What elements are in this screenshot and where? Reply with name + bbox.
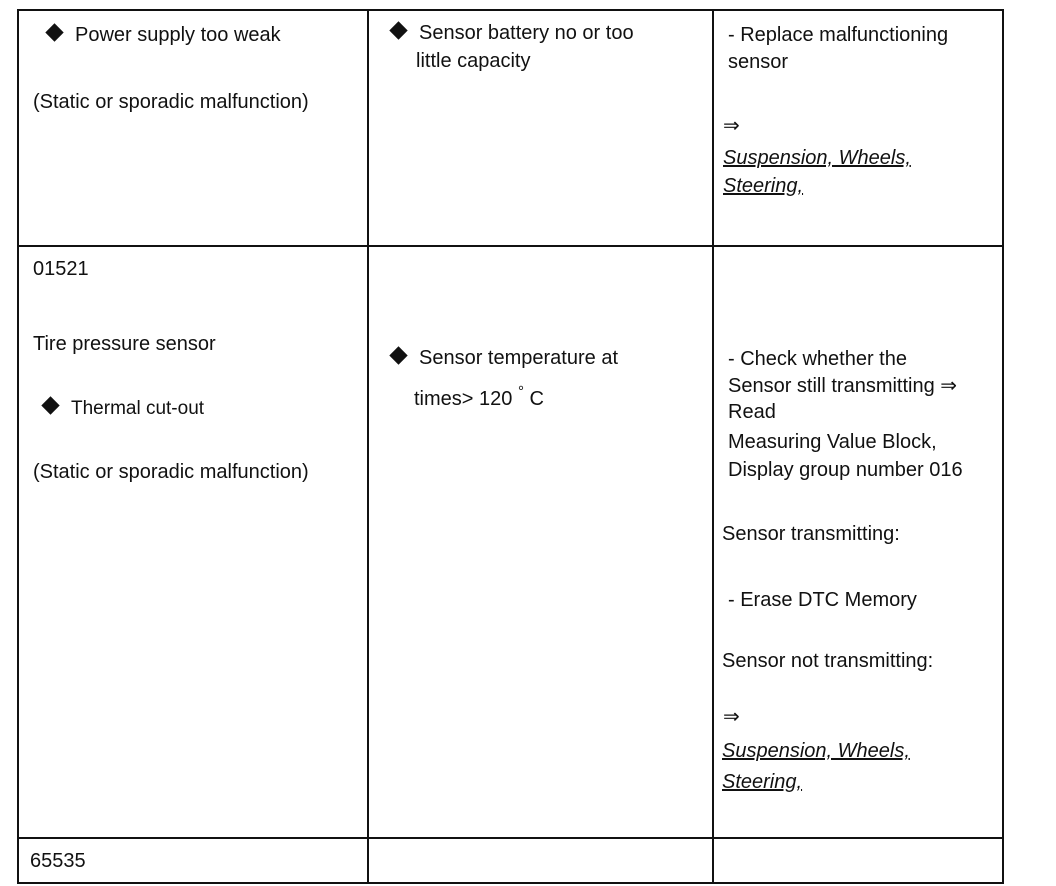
table-border-left [17,9,19,884]
row2-link-steering[interactable]: Steering, [722,771,803,793]
row1-link-suspension[interactable]: Suspension, Wheels, [723,147,911,169]
row1-cause-text: Power supply too weak [75,24,281,46]
degree-symbol: ° [517,383,524,400]
row2-temperature-value: times> 120 [414,388,513,410]
row2-check-line2: Sensor still transmitting ⇒ [728,375,958,397]
row3-dtc-code: 65535 [30,850,86,872]
row2-transmitting-label: Sensor transmitting: [722,523,900,545]
row2-erase-action: - Erase DTC Memory [728,589,917,611]
row1-possible-cause [388,20,634,47]
column-divider-1 [367,9,369,884]
row-divider-1 [17,245,1004,247]
row1-cause-item [44,22,281,49]
row1-arrow-icon: ⇒ [723,115,740,137]
table-border-bottom [17,882,1004,884]
row1-action-line1: - Replace malfunctioning [728,24,949,46]
row2-cause-text: Thermal cut-out [71,398,205,419]
bullet-diamond-icon [45,23,63,41]
row1-cause-line1: Sensor battery no or too [419,22,634,44]
row2-not-transmitting-label: Sensor not transmitting: [722,650,934,672]
row2-check-line3: Read [728,401,776,423]
row2-check-line5: Display group number 016 [728,459,963,481]
row1-cause-line2: little capacity [416,50,531,72]
row2-cause-line2 [414,378,544,413]
row1-action-line2: sensor [728,51,789,73]
row2-malfunction-note: (Static or sporadic malfunction) [33,461,309,483]
table-border-right [1002,9,1004,884]
bullet-diamond-icon [389,21,407,39]
bullet-diamond-icon [389,346,407,364]
temperature-unit: C [529,388,544,410]
row2-link-suspension[interactable]: Suspension, Wheels, [722,740,910,762]
row-divider-2 [17,837,1004,839]
table-border-top [17,9,1004,11]
bullet-diamond-icon [41,396,59,414]
row2-arrow-icon: ⇒ [723,706,740,728]
row2-check-line4: Measuring Value Block, [728,431,937,453]
row2-cause-line1: Sensor temperature at [419,347,618,369]
row2-dtc-code: 01521 [33,258,89,280]
row1-malfunction-note: (Static or sporadic malfunction) [33,91,309,113]
row2-cause-item [40,395,204,422]
row2-possible-cause [388,345,618,372]
column-divider-2 [712,9,714,884]
row2-check-line1: - Check whether the [728,348,907,370]
row2-component-title: Tire pressure sensor [33,333,216,355]
row1-link-steering[interactable]: Steering, [723,175,804,197]
